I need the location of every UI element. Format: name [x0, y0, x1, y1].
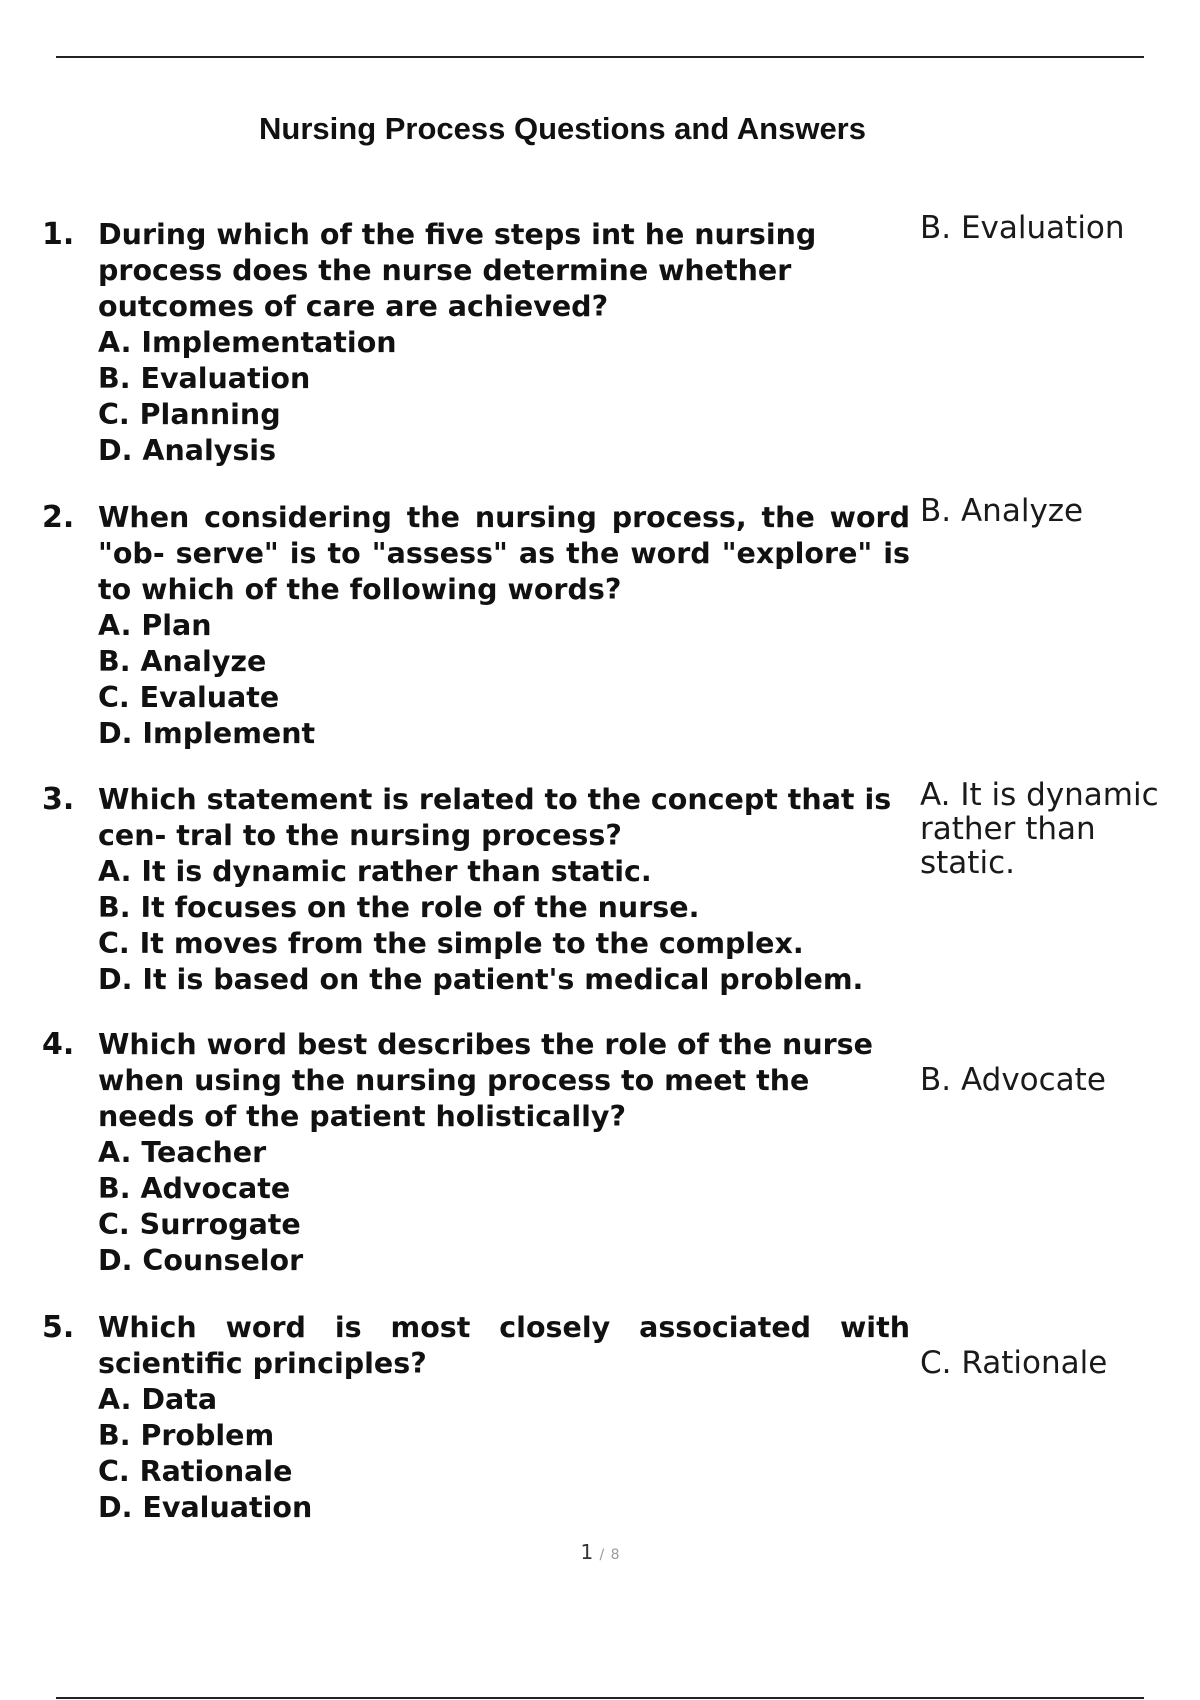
option-b: B. Problem: [98, 1419, 275, 1452]
question-text: Which word is most closely associated with scientific principles?: [98, 1311, 910, 1380]
option-b: B. Analyze: [98, 645, 267, 678]
question-number: 1.: [42, 217, 75, 252]
question-body: [98, 217, 910, 469]
option-d: D. Implement: [98, 717, 316, 750]
option-d: D. Analysis: [98, 434, 277, 467]
question-text: When considering the nursing process, the word "ob- serve" is to "assess" as the word "explore" is to which of the following words?: [98, 501, 910, 606]
option-d: D. Evaluation: [98, 1491, 313, 1524]
option-a: A. Plan: [98, 609, 212, 642]
page-current: 1: [580, 1540, 594, 1564]
option-c: C. Planning: [98, 398, 281, 431]
answer-text: B. Advocate: [920, 1062, 1106, 1098]
option-b: B. It focuses on the role of the nurse.: [98, 891, 700, 924]
option-a: A. Data: [98, 1383, 218, 1416]
question-number: 2.: [42, 500, 75, 535]
option-d: D. Counselor: [98, 1244, 304, 1277]
question-text: Which word best describes the role of the nurse when using the nursing process to meet the needs of the patient holistically?: [98, 1028, 873, 1133]
document-title: Nursing Process Questions and Answers: [259, 111, 866, 146]
option-a: A. Implementation: [98, 326, 397, 359]
option-c: C. Rationale: [98, 1455, 293, 1488]
option-b: B. Advocate: [98, 1172, 291, 1205]
page-number: [0, 1540, 1200, 1564]
option-c: C. Evaluate: [98, 681, 280, 714]
option-c: C. Surrogate: [98, 1208, 301, 1241]
question-body: [98, 1027, 910, 1279]
question-body: [98, 500, 910, 752]
answer-text: B. Evaluation: [920, 210, 1125, 246]
answer-text: A. It is dynamic rather than static.: [920, 777, 1159, 881]
question-number: 4.: [42, 1027, 75, 1062]
answer-text: C. Rationale: [920, 1345, 1108, 1381]
option-a: A. Teacher: [98, 1136, 267, 1169]
question-number: 3.: [42, 782, 75, 817]
question-text: Which statement is related to the concept that is cen- tral to the nursing process?: [98, 783, 892, 852]
bottom-rule: [56, 1697, 1144, 1699]
question-number: 5.: [42, 1310, 75, 1345]
question-text: During which of the five steps int he nursing process does the nurse determine whether outcomes of care are achieved?: [98, 218, 817, 323]
answer-text: B. Analyze: [920, 493, 1084, 529]
question-body: [98, 1310, 910, 1526]
top-rule: [56, 56, 1144, 58]
page-separator: /: [599, 1547, 605, 1563]
option-d: D. It is based on the patient's medical problem.: [98, 963, 864, 996]
option-c: C. It moves from the simple to the complex.: [98, 927, 804, 960]
option-a: A. It is dynamic rather than static.: [98, 855, 652, 888]
option-b: B. Evaluation: [98, 362, 311, 395]
page-total: 8: [610, 1547, 620, 1563]
question-body: [98, 782, 910, 998]
